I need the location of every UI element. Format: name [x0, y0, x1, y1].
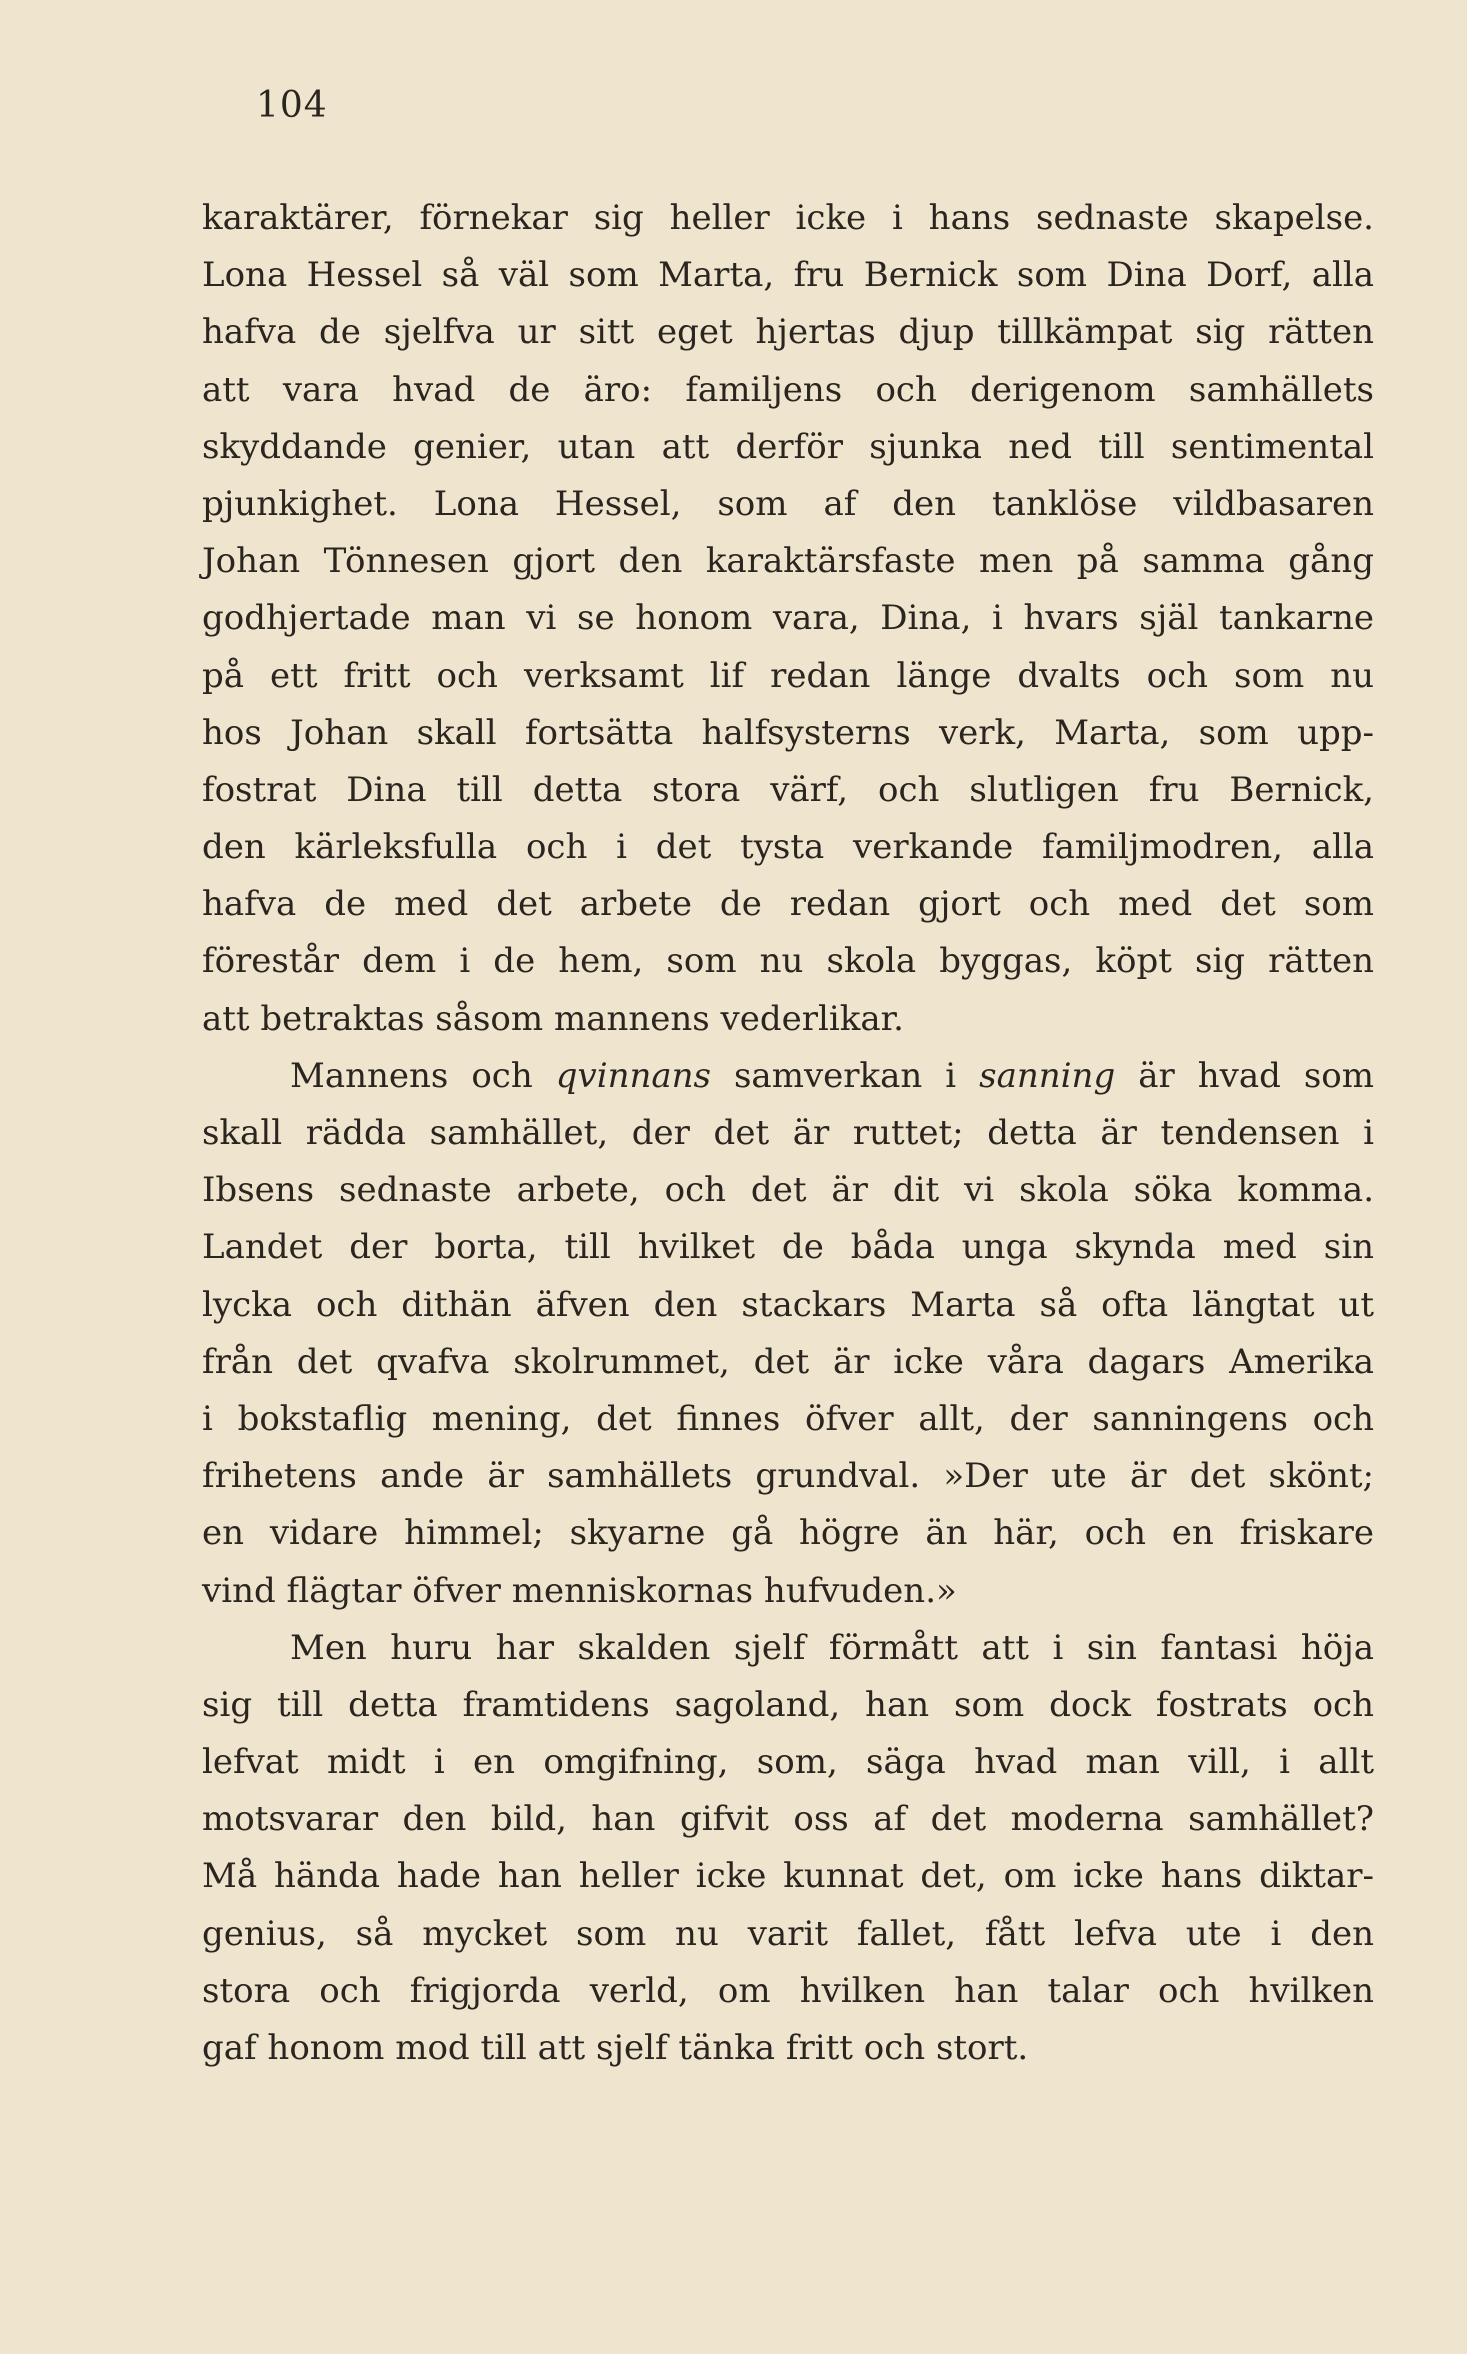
- text-line: vind flägtar öfver menniskornas hufvuden.»: [202, 1570, 957, 1611]
- text-line: Må hända hade han heller icke kunnat det, om icke hans diktar-: [202, 1856, 1374, 1897]
- text-line: att vara hvad de äro: familjens och derigenom samhällets: [202, 369, 1374, 410]
- text-line: motsvarar den bild, han gifvit oss af det moderna samhället?: [202, 1799, 1374, 1840]
- paragraph-3: [202, 1620, 1374, 2078]
- italic-word: sanning: [979, 1055, 1116, 1096]
- italic-word: qvinnans: [555, 1055, 711, 1096]
- text-line: frihetens ande är samhällets grundval. »Der ute är det skönt;: [202, 1456, 1374, 1497]
- text-line: skyddande genier, utan att derför sjunka ned till sentimental: [202, 426, 1374, 467]
- text-line: Landet der borta, till hvilket de båda unga skynda med sin: [202, 1227, 1374, 1268]
- text-line: på ett fritt och verksamt lif redan länge dvalts och som nu: [202, 655, 1374, 696]
- text-line: lycka och dithän äfven den stackars Marta så ofta längtat ut: [202, 1284, 1374, 1325]
- text-line: gaf honom mod till att sjelf tänka fritt och stort.: [202, 2028, 1029, 2068]
- page-number: 104: [256, 85, 328, 126]
- paragraph-1: [202, 190, 1374, 1048]
- text-line: hos Johan skall fortsätta halfsysterns verk, Marta, som upp-: [202, 712, 1374, 753]
- text-segment: är hvad som: [1115, 1055, 1375, 1096]
- text-line: från det qvafva skolrummet, det är icke våra dagars Amerika: [202, 1341, 1374, 1382]
- text-line: skall rädda samhället, der det är ruttet; detta är tendensen i: [202, 1113, 1374, 1153]
- text-segment: Mannens och: [290, 1055, 556, 1096]
- text-line: godhjertade man vi se honom vara, Dina, i hvars själ tankarne: [202, 598, 1374, 639]
- text-line: pjunkighet. Lona Hessel, som af den tanklöse vildbasaren: [202, 483, 1374, 524]
- text-line: fostrat Dina till detta stora värf, och slutligen fru Bernick,: [202, 769, 1374, 810]
- text-line: den kärleksfulla och i det tysta verkande familjmodren, alla: [202, 827, 1374, 868]
- text-line: Lona Hessel så väl som Marta, fru Bernick som Dina Dorf, alla: [202, 255, 1374, 296]
- text-line: Johan Tönnesen gjort den karaktärsfaste men på samma gång: [202, 541, 1374, 582]
- text-line: sig till detta framtidens sagoland, han som dock fostrats och: [202, 1684, 1374, 1725]
- text-line: Ibsens sednaste arbete, och det är dit vi skola söka komma.: [202, 1170, 1374, 1211]
- text-line: hafva de sjelfva ur sitt eget hjertas djup tillkämpat sig rätten: [202, 312, 1374, 353]
- text-line: karaktärer, förnekar sig heller icke i hans sednaste skapelse.: [202, 198, 1374, 238]
- text-line: Men huru har skalden sjelf förmått att i sin fantasi höja: [290, 1627, 1374, 1668]
- text-line: förestår dem i de hem, som nu skola byggas, köpt sig rätten: [202, 941, 1374, 982]
- text-segment: samverkan i: [711, 1055, 980, 1096]
- text-line: lefvat midt i en omgifning, som, säga hvad man vill, i allt: [202, 1742, 1374, 1783]
- text-line: hafva de med det arbete de redan gjort och med det som: [202, 884, 1374, 925]
- paragraph-2: [202, 1048, 1374, 1620]
- text-line: genius, så mycket som nu varit fallet, fått lefva ute i den: [202, 1913, 1374, 1954]
- text-line: stora och frigjorda verld, om hvilken han talar och hvilken: [202, 1970, 1374, 2011]
- text-line: en vidare himmel; skyarne gå högre än här, och en friskare: [202, 1513, 1374, 1554]
- text-line: i bokstaflig mening, det finnes öfver allt, der sanningens och: [202, 1398, 1374, 1439]
- body-text: [202, 190, 1374, 2077]
- text-line: att betraktas såsom mannens vederlikar.: [202, 998, 904, 1039]
- text-line: [202, 1048, 1374, 1105]
